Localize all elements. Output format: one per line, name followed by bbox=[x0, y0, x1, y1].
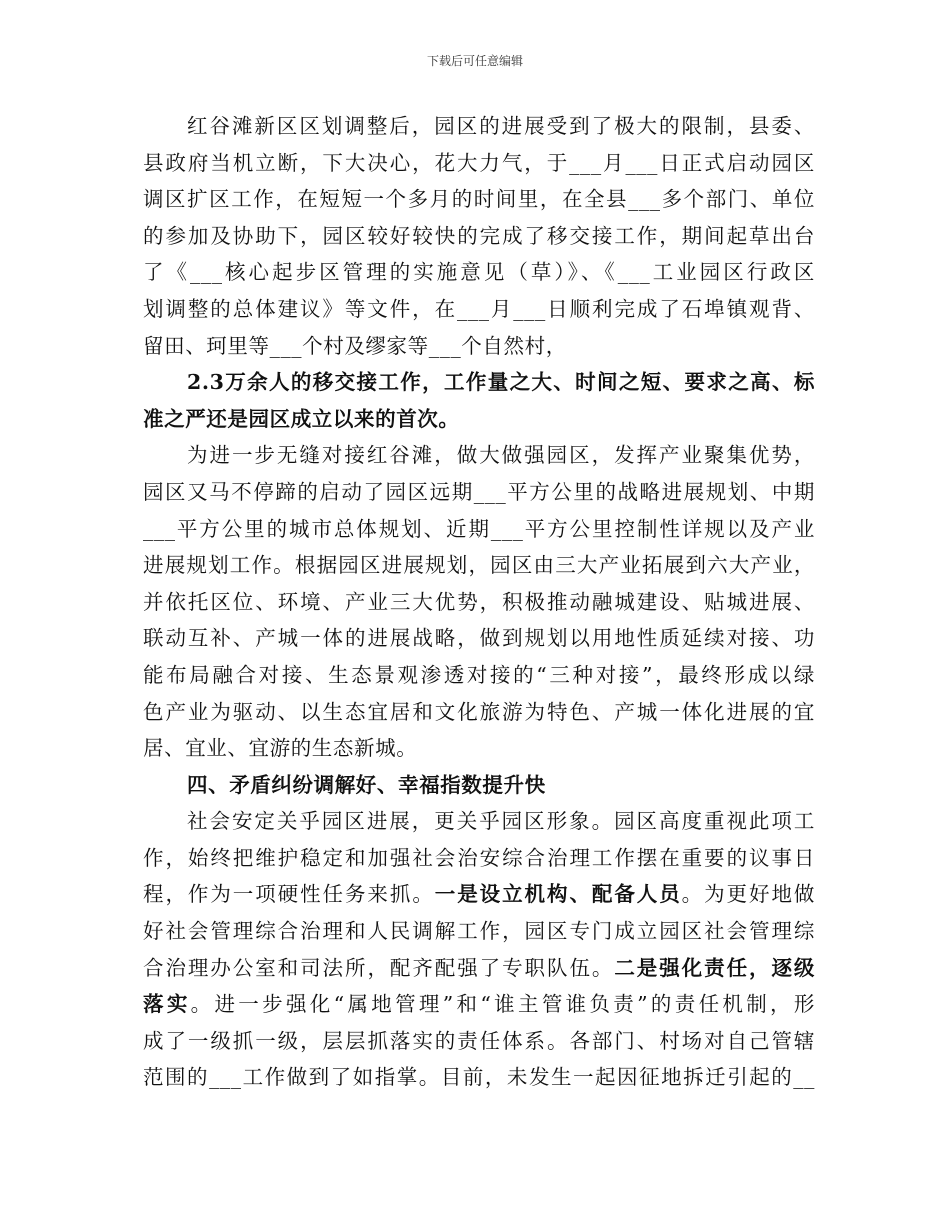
text-span: 。进一步强化“属地管理”和“谁主管谁负责”的责任机制，形 bbox=[190, 992, 815, 1017]
text-line bbox=[143, 986, 815, 1023]
text-line: 进展规划工作。根据园区进展规划，园区由三大产业拓展到六大产业， bbox=[143, 553, 815, 578]
text-line: 留田、珂里等___个村及缪家等___个自然村， bbox=[143, 333, 567, 358]
text-span: 程，作为一项硬性任务来抓。 bbox=[143, 882, 435, 907]
text-line: 并依托区位、环境、产业三大优势，积极推动融城建设、贴城进展、 bbox=[143, 589, 815, 614]
paragraph-2-bold bbox=[143, 364, 815, 437]
bold-text-line: 准之严还是园区成立以来的首次。 bbox=[143, 406, 460, 431]
text-line: 划调整的总体建议》等文件，在___月___日顺利完成了石埠镇观背、 bbox=[143, 296, 815, 321]
text-line: 了《___核心起步区管理的实施意见（草）》、《___工业园区行政区 bbox=[143, 260, 815, 285]
text-line: 为进一步无缝对接红谷滩，做大做强园区，发挥产业聚集优势， bbox=[187, 443, 815, 468]
text-line: 县政府当机立断，下大决心，花大力气，于___月___日正式启动园区 bbox=[143, 150, 815, 175]
bold-phrase: 一是设立机构、配备人员 bbox=[434, 882, 682, 907]
bold-phrase: 二是强化责任，逐级 bbox=[614, 955, 815, 980]
paragraph-3 bbox=[143, 437, 815, 766]
text-line: 成了一级抓一级，层层抓落实的责任体系。各部门、村场对自己管辖 bbox=[143, 1028, 815, 1053]
text-span: 合治理办公室和司法所，配齐配强了专职队伍。 bbox=[143, 955, 615, 980]
text-line: 红谷滩新区区划调整后，园区的进展受到了极大的限制，县委、 bbox=[187, 114, 815, 138]
text-line: 居、宜业、宜游的生态新城。 bbox=[143, 736, 418, 761]
text-line bbox=[143, 950, 815, 987]
section-heading: 四、矛盾纠纷调解好、幸福指数提升快 bbox=[187, 772, 546, 797]
paragraph-1 bbox=[143, 108, 815, 364]
text-span: 。为更好地做 bbox=[681, 882, 815, 907]
bold-text-line: 2.3万余人的移交接工作，工作量之大、时间之短、要求之高、标 bbox=[187, 370, 815, 395]
text-line: 好社会管理综合治理和人民调解工作，园区专门成立园区社会管理综 bbox=[143, 919, 815, 944]
text-line: ___平方公里的城市总体规划、近期___平方公里控制性详规以及产业 bbox=[143, 516, 815, 541]
text-line bbox=[143, 876, 815, 913]
text-line: 社会安定关乎园区进展，更关乎园区形象。园区高度重视此项工 bbox=[187, 809, 815, 834]
paragraph-5 bbox=[143, 803, 815, 1096]
page-header-note: 下载后可任意编辑 bbox=[426, 54, 523, 68]
text-line: 色产业为驱动、以生态宜居和文化旅游为特色、产城一体化进展的宜 bbox=[143, 699, 815, 724]
text-line: 作，始终把维护稳定和加强社会治安综合治理工作摆在重要的议事日 bbox=[143, 845, 815, 870]
text-line: 园区又马不停蹄的启动了园区远期___平方公里的战略进展规划、中期 bbox=[143, 479, 815, 504]
text-line: 联动互补、产城一体的进展战略，做到规划以用地性质延续对接、功 bbox=[143, 626, 815, 651]
text-line: 调区扩区工作，在短短一个多月的时间里，在全县___多个部门、单位 bbox=[143, 187, 815, 212]
text-line: 范围的___工作做到了如指掌。目前，未发生一起因征地拆迁引起的__ bbox=[143, 1065, 815, 1090]
bold-phrase: 落实 bbox=[143, 992, 191, 1017]
document-body bbox=[143, 108, 815, 1096]
text-line: 的参加及协助下，园区较好较快的完成了移交接工作，期间起草出台 bbox=[143, 223, 815, 248]
text-line: 能布局融合对接、生态景观渗透对接的“三种对接”，最终形成以绿 bbox=[143, 662, 815, 687]
